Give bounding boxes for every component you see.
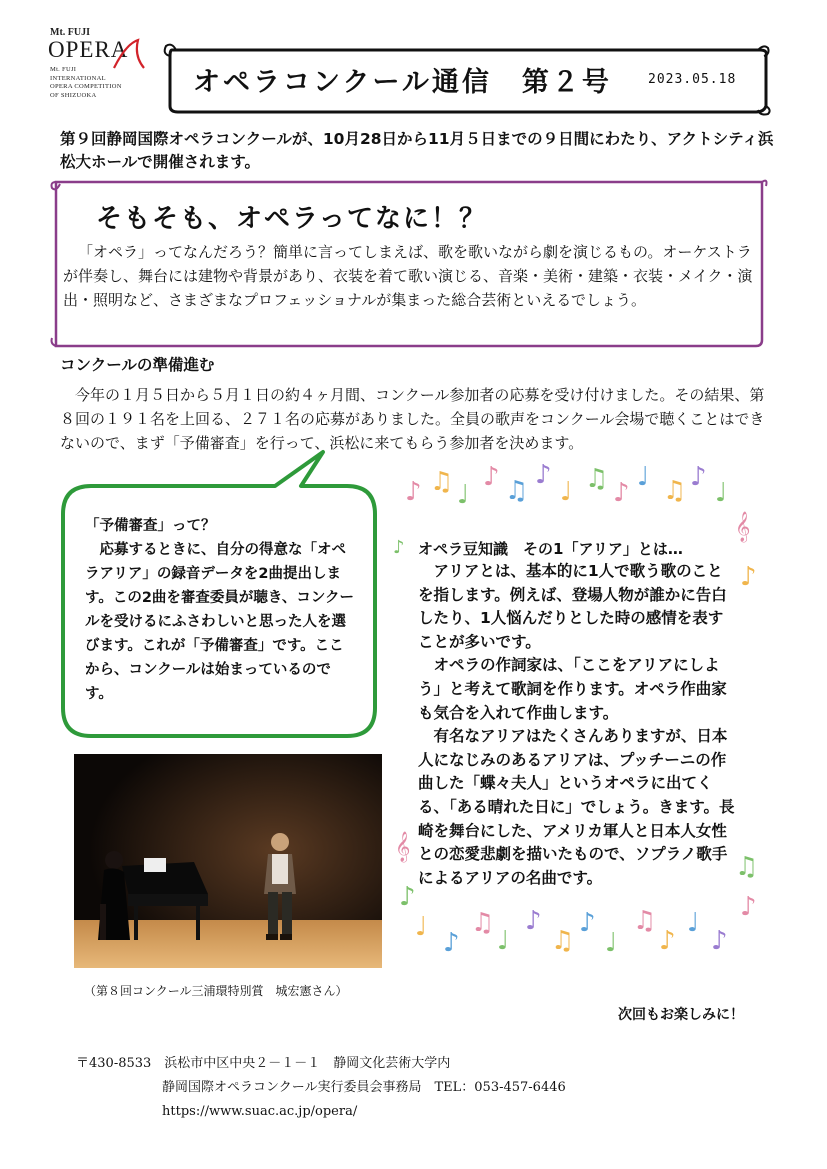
svg-text:♫: ♫ <box>663 476 687 506</box>
aria-paragraph: アリアとは、基本的に1人で歌う歌のことを指します。例えば、登場人物が誰かに告白したり、1人悩んだりとした時の感情を表すことが多いです。 <box>418 562 727 651</box>
svg-text:♪: ♪ <box>405 477 422 507</box>
preliminary-review-note <box>85 514 357 706</box>
svg-text:♫: ♫ <box>633 906 657 936</box>
svg-text:♪: ♪ <box>690 462 707 492</box>
svg-text:♪: ♪ <box>393 537 405 558</box>
opera-explainer-heading: そもそも、オペラってなに！？ <box>96 204 487 234</box>
svg-text:♩: ♩ <box>605 928 618 958</box>
svg-text:♫: ♫ <box>551 926 575 956</box>
intro-text: 第９回静岡国際オペラコンクールが、10月28日から11月５日までの９日間にわたり、アクトシティ浜松大ホールで開催されます。 <box>60 130 774 171</box>
logo-swoosh-icon <box>112 38 146 72</box>
concert-photo <box>74 754 382 968</box>
svg-text:♪: ♪ <box>535 460 552 490</box>
newsletter-title: オペラコンクール通信 第２号 <box>193 67 612 98</box>
preparation-heading: コンクールの準備進む <box>60 356 215 374</box>
preliminary-review-text: 応募するときに、自分の得意な「オペラアリア」の録音データを2曲提出します。この2曲を審査委員が聴き、コンクールを受けるにふさわしいと思った人を選びます。これが「予備審査」です。ここから、コンクールは始まっているのです。 <box>85 542 355 702</box>
svg-text:♩: ♩ <box>637 462 650 492</box>
aria-paragraph: オペラの作詞家は、「ここをアリアにしよう」と考えて歌詞を作ります。オペラ作曲家も気合を入れて作曲します。 <box>418 656 727 722</box>
preliminary-review-title: 「予備審査」って？ <box>85 518 216 534</box>
logo <box>50 28 160 100</box>
footer-office: 静岡国際オペラコンクール実行委員会事務局 TEL：053-457-6446 <box>162 1080 566 1095</box>
svg-text:♫: ♫ <box>585 464 609 494</box>
logo-opera: OPERA <box>48 37 129 62</box>
svg-text:♩: ♩ <box>560 477 573 507</box>
svg-text:𝄞: 𝄞 <box>395 832 411 862</box>
svg-text:♪: ♪ <box>399 882 416 912</box>
preparation-text: 今年の１月５日から５月１日の約４ヶ月間、コンクール参加者の応募を受け付けました。その結果、第８回の１９１名を上回る、２７１名の応募がありました。全員の歌声をコンクール会場で聴くことはできないので、まず「予備審査」を行って、浜松に来てもらう参加者を決めます。 <box>60 386 765 452</box>
svg-text:♪: ♪ <box>740 892 757 922</box>
svg-text:♫: ♫ <box>430 467 454 497</box>
svg-text:♫: ♫ <box>505 476 529 506</box>
aria-trivia-title: オペラ豆知識 その1「アリア」とは… <box>418 540 683 558</box>
svg-text:♪: ♪ <box>613 478 630 508</box>
svg-text:♪: ♪ <box>659 926 676 956</box>
svg-text:♫: ♫ <box>735 852 759 882</box>
photo-caption: （第８回コンクール三浦環特別賞 城宏憲さん） <box>84 984 348 998</box>
next-issue-note: 次回もお楽しみに！ <box>618 1007 744 1023</box>
svg-text:♩: ♩ <box>497 926 510 956</box>
svg-text:𝄞: 𝄞 <box>735 512 751 542</box>
logo-mt: Mt. FUJI <box>50 27 90 38</box>
opera-explainer-text: 「オペラ」ってなんだろう？簡単に言ってしまえば、歌を歌いながら劇を演じるもの。オーケストラが伴奏し、舞台には建物や背景があり、衣装を着て歌い演じる、音楽・美術・建築・衣装・メイク・演出・照明など、さまざまなプロフェッショナルが集まった総合芸術といえるでしょう。 <box>63 243 753 309</box>
issue-date: 2023.05.18 <box>648 72 737 87</box>
svg-text:♩: ♩ <box>687 908 700 938</box>
svg-text:♪: ♪ <box>525 906 542 936</box>
svg-text:♫: ♫ <box>471 908 495 938</box>
footer-contact <box>76 1052 566 1124</box>
svg-text:♪: ♪ <box>711 926 728 956</box>
footer-address: 〒430-8533 浜松市中区中央２－１－１ 静岡文化芸術大学内 <box>76 1056 451 1071</box>
svg-text:♪: ♪ <box>579 908 596 938</box>
svg-text:♪: ♪ <box>443 928 460 958</box>
svg-text:♪: ♪ <box>483 462 500 492</box>
svg-text:♩: ♩ <box>457 480 470 510</box>
svg-text:♪: ♪ <box>740 562 757 592</box>
aria-trivia-text <box>418 560 736 890</box>
aria-paragraph: 有名なアリアはたくさんありますが、日本人になじみのあるアリアは、プッチーニの作曲した「蝶々夫人」というオペラに出てくる、「ある晴れた日に」でしょう。きます。長崎を舞台にした、アメリカ軍人と日本人女性との恋愛悲劇を描いたもので、ソプラノ歌手によるアリアの名曲です。 <box>418 727 735 887</box>
logo-subtitle: Mt. FUJI INTERNATIONAL OPERA COMPETITION OF SHIZUOKA <box>50 66 122 99</box>
svg-text:♩: ♩ <box>415 912 428 942</box>
svg-text:♩: ♩ <box>715 478 728 508</box>
footer-url[interactable]: https://www.suac.ac.jp/opera/ <box>162 1104 358 1119</box>
